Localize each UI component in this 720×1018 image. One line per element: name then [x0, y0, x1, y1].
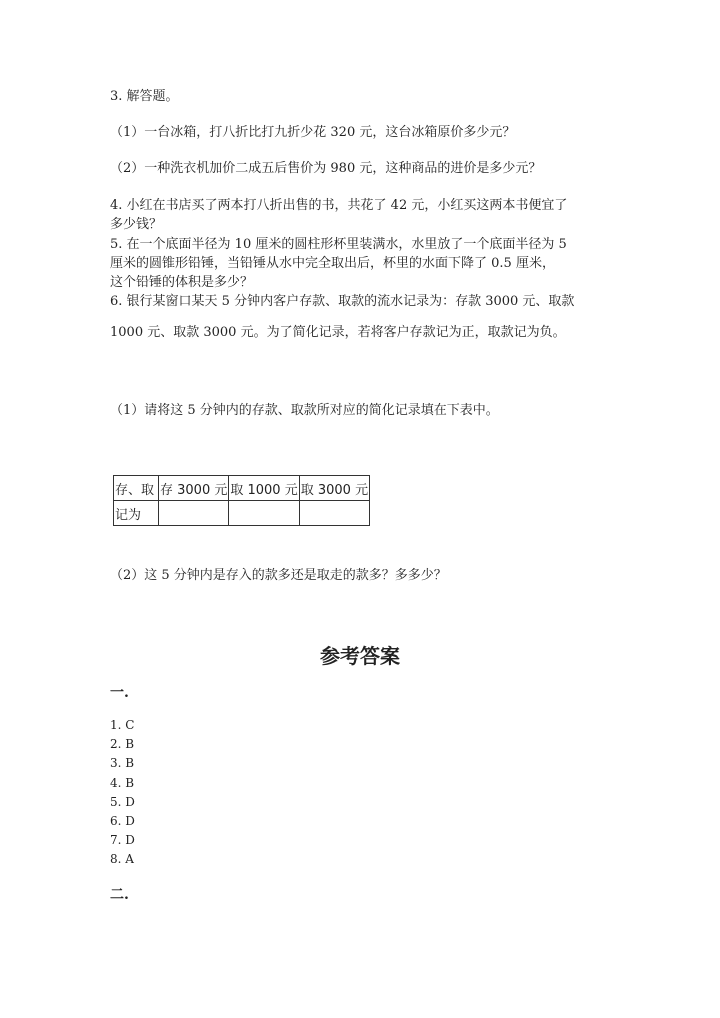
list-item: 3. B	[110, 756, 135, 771]
section-1-heading: 一.	[110, 685, 129, 701]
q4-line1: 4. 小红在书店买了两本打八折出售的书，共花了 42 元，小红买这两本书便宜了	[110, 198, 568, 213]
record-table	[113, 475, 370, 526]
q4-line2: 多少钱？	[110, 217, 163, 232]
section-2-heading: 二.	[110, 887, 129, 903]
list-item: 2. B	[110, 737, 135, 752]
q5-line2: 厘米的圆锥形铅锤，当铅锤从水中完全取出后，杯里的水面下降了 0.5 厘米，	[110, 256, 555, 271]
list-item: 1. C	[110, 718, 135, 732]
q6-1: （1）请将这 5 分钟内的存款、取款所对应的简化记录填在下表中。	[110, 403, 499, 418]
answers-title: 参考答案	[320, 644, 400, 668]
q6-line2: 1000 元、取款 3000 元。为了简化记录，若将客户存款记为正，取款记为负。	[110, 325, 566, 340]
list-item: 5. D	[110, 794, 135, 809]
list-item: 7. D	[110, 833, 135, 848]
q3-2: （2）一种洗衣机加价二成五后售价为 980 元，这种商品的进价是多少元？	[110, 161, 542, 176]
q5-line1: 5. 在一个底面半径为 10 厘米的圆柱形杯里装满水，水里放了一个底面半径为 5	[110, 237, 567, 252]
q3-heading: 3. 解答题。	[110, 89, 179, 104]
list-item: 8. A	[110, 852, 134, 867]
q6-2: （2）这 5 分钟内是存入的款多还是取走的款多？多多少？	[110, 568, 447, 583]
q5-line3: 这个铅锤的体积是多少？	[110, 275, 254, 290]
q6-line1: 6. 银行某窗口某天 5 分钟内客户存款、取款的流水记录为：存款 3000 元、取款	[110, 294, 575, 309]
list-item: 4. B	[110, 775, 135, 790]
answer-list	[110, 716, 135, 870]
table-cell: 存、取	[114, 476, 159, 501]
table-cell	[159, 501, 229, 526]
list-item: 6. D	[110, 814, 135, 829]
table-cell: 记为	[114, 501, 159, 526]
table-row	[114, 501, 370, 526]
table-cell	[299, 501, 369, 526]
table-row	[114, 476, 370, 501]
table-cell: 取 3000 元	[299, 476, 369, 501]
table-cell: 取 1000 元	[229, 476, 299, 501]
table-cell	[229, 501, 299, 526]
table-cell: 存 3000 元	[159, 476, 229, 501]
q3-1: （1）一台冰箱，打八折比打九折少花 320 元，这台冰箱原价多少元？	[110, 125, 516, 140]
